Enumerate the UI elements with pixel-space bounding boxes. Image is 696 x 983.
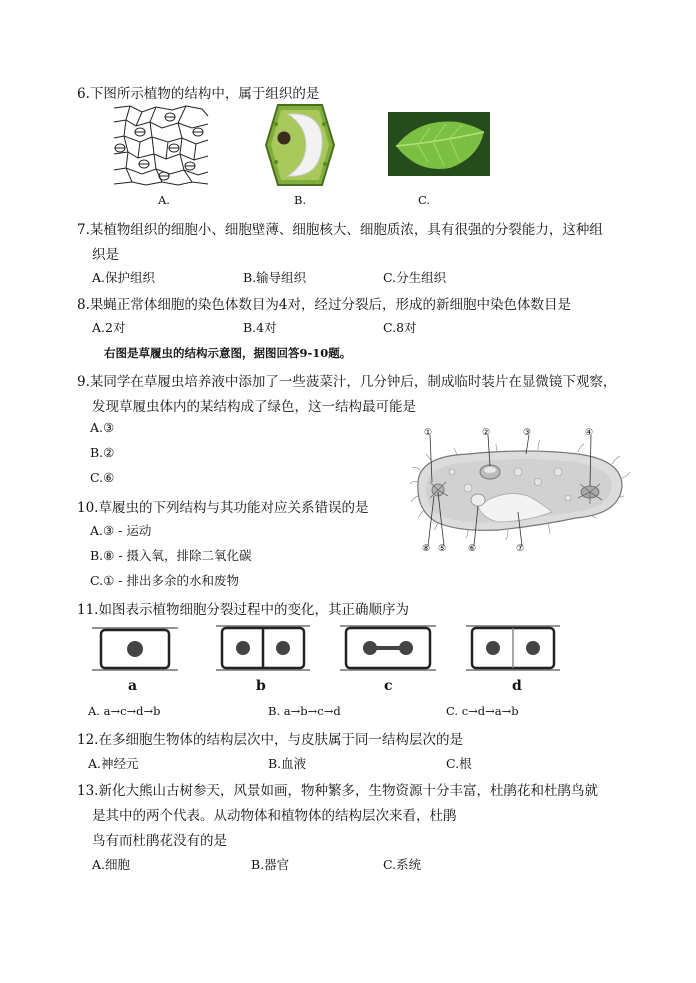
q9-stem-line1: 9.某同学在草履虫培养液中添加了一些菠菜汁，几分钟后，制成临时装片在显微镜下观察， <box>77 374 617 390</box>
q6-caption-c: C. <box>418 193 431 207</box>
q7-option-b: B.输导组织 <box>243 270 307 285</box>
q6-stem: 6.下图所示植物的结构中，属于组织的是 <box>77 86 320 102</box>
cell-division-a-figure <box>92 624 178 674</box>
q9-stem-line2: 发现草履虫体内的某结构成了绿色，这一结构最可能是 <box>92 399 416 415</box>
paramecium-label-6: ⑥ <box>468 544 477 554</box>
q7-stem-line2: 织是 <box>92 247 119 263</box>
q11-label-d: d <box>512 678 522 694</box>
q13-stem-line2: 是其中的两个代表。从动物体和植物体的结构层次来看，杜鹃 <box>92 808 457 824</box>
paramecium-label-7: ⑦ <box>516 544 525 554</box>
paramecium-figure <box>408 426 632 556</box>
paramecium-label-2: ② <box>482 428 491 438</box>
paramecium-label-8: ⑧ <box>422 544 431 554</box>
q13-option-a: A.细胞 <box>92 857 131 872</box>
q12-option-c: C.根 <box>446 756 472 771</box>
q10-option-c: C.① - 排出多余的水和废物 <box>90 573 239 588</box>
paramecium-label-3: ③ <box>523 428 532 438</box>
paramecium-label-5: ⑤ <box>438 544 447 554</box>
q11-stem: 11.如图表示植物细胞分裂过程中的变化，其正确顺序为 <box>77 602 409 618</box>
paramecium-label-4: ④ <box>585 428 594 438</box>
cell-division-d-figure <box>466 620 560 676</box>
q8-option-c: C.8对 <box>383 320 417 335</box>
q9-option-c: C.⑥ <box>90 470 115 485</box>
plant-cell-figure <box>262 102 338 188</box>
q7-option-a: A.保护组织 <box>92 270 156 285</box>
q11-label-a: a <box>128 678 138 694</box>
paramecium-label-1: ① <box>424 428 433 438</box>
q9-option-b: B.② <box>90 445 115 460</box>
q11-option-c: C. c→d→a→b <box>446 704 519 718</box>
cell-division-b-figure <box>216 620 310 676</box>
q6-caption-a: A. <box>158 193 170 207</box>
q11-option-b: B. a→b→c→d <box>268 704 341 718</box>
q13-option-c: C.系统 <box>383 857 422 872</box>
q13-stem-line3: 鸟有而杜鹃花没有的是 <box>92 833 227 849</box>
q7-stem-line1: 7.某植物组织的细胞小、细胞壁薄、细胞核大、细胞质浓，具有很强的分裂能力，这种组 <box>77 222 603 238</box>
q13-option-b: B.器官 <box>251 857 290 872</box>
q11-label-c: c <box>384 678 393 694</box>
q11-label-b: b <box>256 678 266 694</box>
q7-option-c: C.分生组织 <box>383 270 447 285</box>
q11-option-a: A. a→c→d→b <box>88 704 161 718</box>
q12-option-a: A.神经元 <box>88 756 139 771</box>
q10-option-b: B.⑧ - 摄入氧，排除二氧化碳 <box>90 548 252 563</box>
q8-option-b: B.4对 <box>243 320 277 335</box>
q10-stem: 10.草履虫的下列结构与其功能对应关系错误的是 <box>77 500 369 516</box>
epidermis-tissue-figure <box>112 104 210 186</box>
instruction-text: 右图是草履虫的结构示意图，据图回答9-10题。 <box>104 346 352 360</box>
q13-stem-line1: 13.新化大熊山古树参天，风景如画，物种繁多，生物资源十分丰富，杜鹃花和杜鹃鸟就 <box>77 783 598 799</box>
q12-option-b: B.血液 <box>268 756 307 771</box>
q10-option-a: A.③ - 运动 <box>90 523 152 538</box>
q6-caption-b: B. <box>294 193 307 207</box>
q8-option-a: A.2对 <box>92 320 126 335</box>
q8-stem: 8.果蝇正常体细胞的染色体数目为4对，经过分裂后，形成的新细胞中染色体数目是 <box>77 297 571 313</box>
leaf-figure <box>388 112 490 176</box>
q12-stem: 12.在多细胞生物体的结构层次中，与皮肤属于同一结构层次的是 <box>77 732 463 748</box>
q9-option-a: A.③ <box>90 420 115 435</box>
cell-division-c-figure <box>340 620 436 676</box>
